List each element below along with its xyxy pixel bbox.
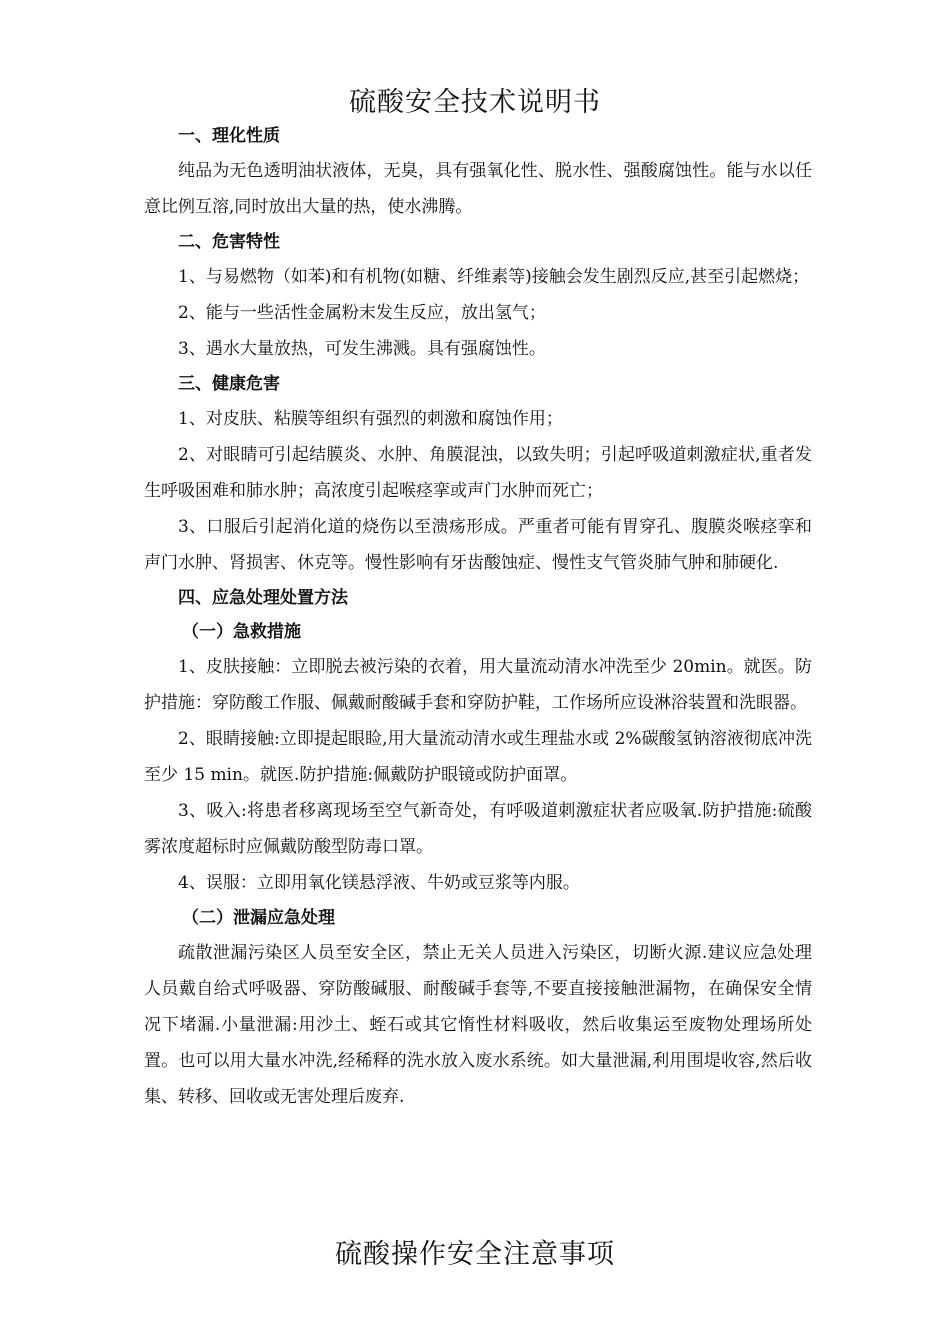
subsection-heading-first-aid: （一）急救措施 [182, 622, 301, 642]
paragraph: 1、与易燃物（如苯)和有机物(如糖、纤维素等)接触会发生剧烈反应,甚至引起燃烧； [178, 267, 810, 287]
paragraph: 3、吸入:将患者移离现场至空气新奇处，有呼吸道刺激症状者应吸氧.防护措施:硫酸雾浓度超标时应佩戴防酸型防毒口罩。 [144, 801, 812, 857]
second-title: 硫酸操作安全注意事项 [335, 1239, 615, 1270]
paragraph: 4、误服：立即用氧化镁悬浮液、牛奶或豆浆等内服。 [178, 873, 580, 893]
document-title: 硫酸安全技术说明书 [349, 87, 601, 118]
paragraph: 疏散泄漏污染区人员至安全区，禁止无关人员进入污染区，切断火源.建议应急处理人员戴自给式呼吸器、穿防酸碱服、耐酸碱手套等,不要直接接触泄漏物，在确保安全情况下堵漏.小量泄漏:用沙土、蛭石或其它惰性材料吸收，然后收集运至废物处理场所处置。也可以用大量水冲洗,经稀释的洗水放入废水系统。如大量泄漏,利用围堤收容,然后收集、转移、回收或无害处理后废弃. [144, 943, 812, 1107]
paragraph: 2、眼睛接触:立即提起眼睑,用大量流动清水或生理盐水或 2%碳酸氢钠溶液彻底冲洗至少 15 min。就医.防护措施:佩戴防护眼镜或防护面罩。 [144, 729, 812, 785]
section-heading-properties: 一、理化性质 [178, 126, 280, 146]
paragraph: 3、遇水大量放热，可发生沸溅。具有强腐蚀性。 [178, 339, 546, 359]
document-body [144, 119, 812, 1115]
subsection-heading-leak: （二）泄漏应急处理 [182, 908, 335, 928]
paragraph: 1、对皮肤、粘膜等组织有强烈的刺激和腐蚀作用； [178, 409, 563, 429]
paragraph: 3、口服后引起消化道的烧伤以至溃疡形成。严重者可能有胃穿孔、腹膜炎喉痉挛和声门水肿、肾损害、休克等。慢性影响有牙齿酸蚀症、慢性支气管炎肺气肿和肺硬化. [144, 517, 812, 573]
section-heading-health: 三、健康危害 [178, 374, 280, 394]
section-heading-emergency: 四、应急处理处置方法 [178, 588, 348, 608]
paragraph: 1、皮肤接触：立即脱去被污染的衣着，用大量流动清水冲洗至少 20min。就医。防护措施：穿防酸工作服、佩戴耐酸碱手套和穿防护鞋，工作场所应设淋浴装置和洗眼器。 [144, 657, 812, 713]
section-heading-hazards: 二、危害特性 [178, 232, 280, 252]
paragraph: 2、能与一些活性金属粉末发生反应，放出氢气； [178, 303, 546, 323]
paragraph: 纯品为无色透明油状液体，无臭，具有强氧化性、脱水性、强酸腐蚀性。能与水以任意比例互溶,同时放出大量的热，使水沸腾。 [144, 161, 812, 217]
paragraph: 2、对眼睛可引起结膜炎、水肿、角膜混浊，以致失明；引起呼吸道刺激症状,重者发生呼吸困难和肺水肿；高浓度引起喉痉挛或声门水肿而死亡； [144, 445, 812, 501]
